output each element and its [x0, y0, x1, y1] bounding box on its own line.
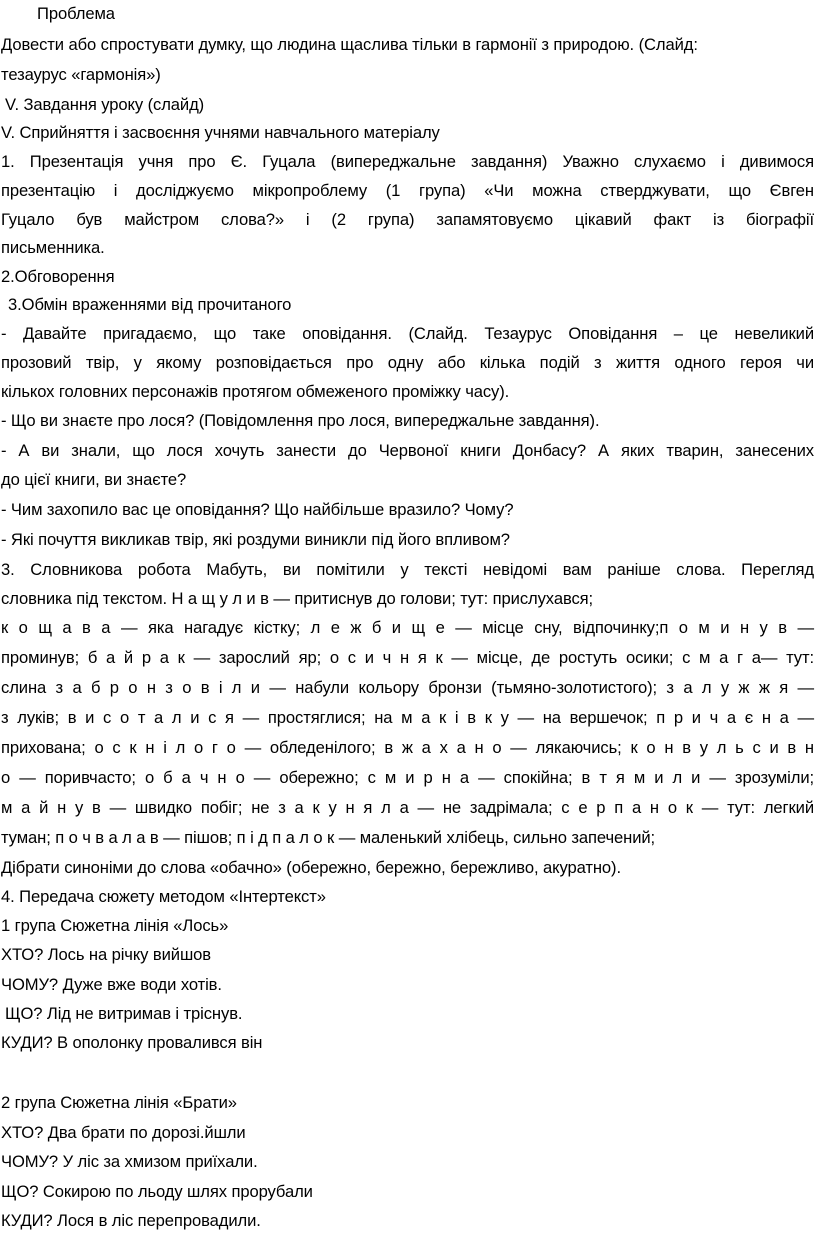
text-line: ЧОМУ? У ліс за хмизом приїхали. [1, 1152, 258, 1171]
text-line: - Давайте пригадаємо, що таке оповідання. (Слайд. Тезаурус Оповідання – це невеликий [1, 324, 814, 343]
text-line: з луків; в и с о т а л и с я — простяглися; на м а к і в к у — на вершечок; п р и ч а є н а — [1, 708, 814, 727]
text-line: Дібрати синоніми до слова «обачно» (обережно, бережно, бережливо, акуратно). [1, 858, 621, 877]
text-line: 1. Презентація учня про Є. Гуцала (випереджальне завдання) Уважно слухаємо і дивимося [1, 152, 814, 171]
text-line: - Що ви знаєте про лося? (Повідомлення про лося, випереджальне завдання). [1, 411, 600, 430]
text-line: 3. Словникова робота Мабуть, ви помітили у тексті невідомі вам раніше слова. Перегляд [1, 560, 814, 579]
text-line: письменника. [1, 238, 105, 257]
text-line: тезаурус «гармонія») [1, 65, 161, 84]
text-line: м а й н у в — швидко побіг; не з а к у н я л а — не задрімала; с е р п а н о к — тут: легкий [1, 798, 814, 817]
section-heading: V. Завдання уроку (слайд) [5, 95, 205, 114]
text-line: прозовий твір, у якому розповідається про одну або кілька подій з життя одного героя чи [1, 353, 814, 372]
text-line: 2 група Сюжетна лінія «Брати» [1, 1093, 237, 1112]
text-line: кількох головних персонажів протягом обмеженого проміжку часу). [1, 382, 510, 401]
text-line: ЧОМУ? Дуже вже води хотів. [1, 975, 222, 994]
text-line: ЩО? Сокирою по льоду шлях прорубали [1, 1182, 313, 1201]
text-line: до цієї книги, ви знаєте? [1, 470, 187, 489]
text-line: к о щ а в а — яка нагадує кістку; л е ж б и щ е — місце сну, відпочинку;п о м и н у в — [1, 618, 814, 637]
text-line: 3.Обмін враженнями від прочитаного [8, 295, 292, 314]
text-line: - Які почуття викликав твір, які роздуми виникли під його впливом? [1, 530, 510, 549]
text-line: Довести або спростувати думку, що людина щаслива тільки в гармонії з природою. (Слайд: [1, 35, 698, 54]
text-line: ЩО? Лід не витримав і тріснув. [5, 1004, 243, 1023]
text-line: проминув; б а й р а к — зарослий яр; о с и ч н я к — місце, де ростуть осики; с м а г а— тут: [1, 648, 814, 667]
text-line: о — поривчасто; о б а ч н о — обережно; с м и р н а — спокійна; в т я м и л и — зрозуміли; [1, 768, 814, 787]
section-heading: V. Сприйняття і засвоєння учнями навчального матеріалу [1, 123, 440, 142]
text-line: 1 група Сюжетна лінія «Лось» [1, 916, 229, 935]
text-line: ХТО? Лось на річку вийшов [1, 945, 212, 964]
text-line: прихована; о с к н і л о г о — обледенілого; в ж а х а н о — лякаючись; к о н в у л ь с и в н [1, 738, 814, 757]
text-line: - Чим захопило вас це оповідання? Що найбільше вразило? Чому? [1, 500, 514, 519]
text-line: ХТО? Два брати по дорозі.йшли [1, 1123, 246, 1142]
text-line: презентацію і досліджуємо мікропроблему (1 група) «Чи можна стверджувати, що Євген [1, 181, 814, 200]
text-line: 4. Передача сюжету методом «Інтертекст» [1, 887, 326, 906]
text-line: 2.Обговорення [1, 267, 115, 286]
text-line: КУДИ? В ополонку провалився він [1, 1033, 263, 1052]
text-line: КУДИ? Лося в ліс перепровадили. [1, 1211, 261, 1230]
text-line: - А ви знали, що лося хочуть занести до Червоної книги Донбасу? А яких тварин, занесених [1, 441, 814, 460]
text-line: словника під текстом. Н а щ у л и в — притиснув до голови; тут: прислухався; [1, 589, 594, 608]
text-line: слина з а б р о н з о в і л и — набули кольору бронзи (тьмяно-золотистого); з а л у ж ж я — [1, 678, 814, 697]
text-line: Гуцало був майстром слова?» і (2 група) запамятовуємо цікавий факт із біографії [1, 210, 814, 229]
heading-problem: Проблема [37, 4, 115, 23]
text-line: туман; п о ч в а л а в — пішов; п і д п а л о к — маленький хлібець, сильно запечений; [1, 828, 656, 847]
